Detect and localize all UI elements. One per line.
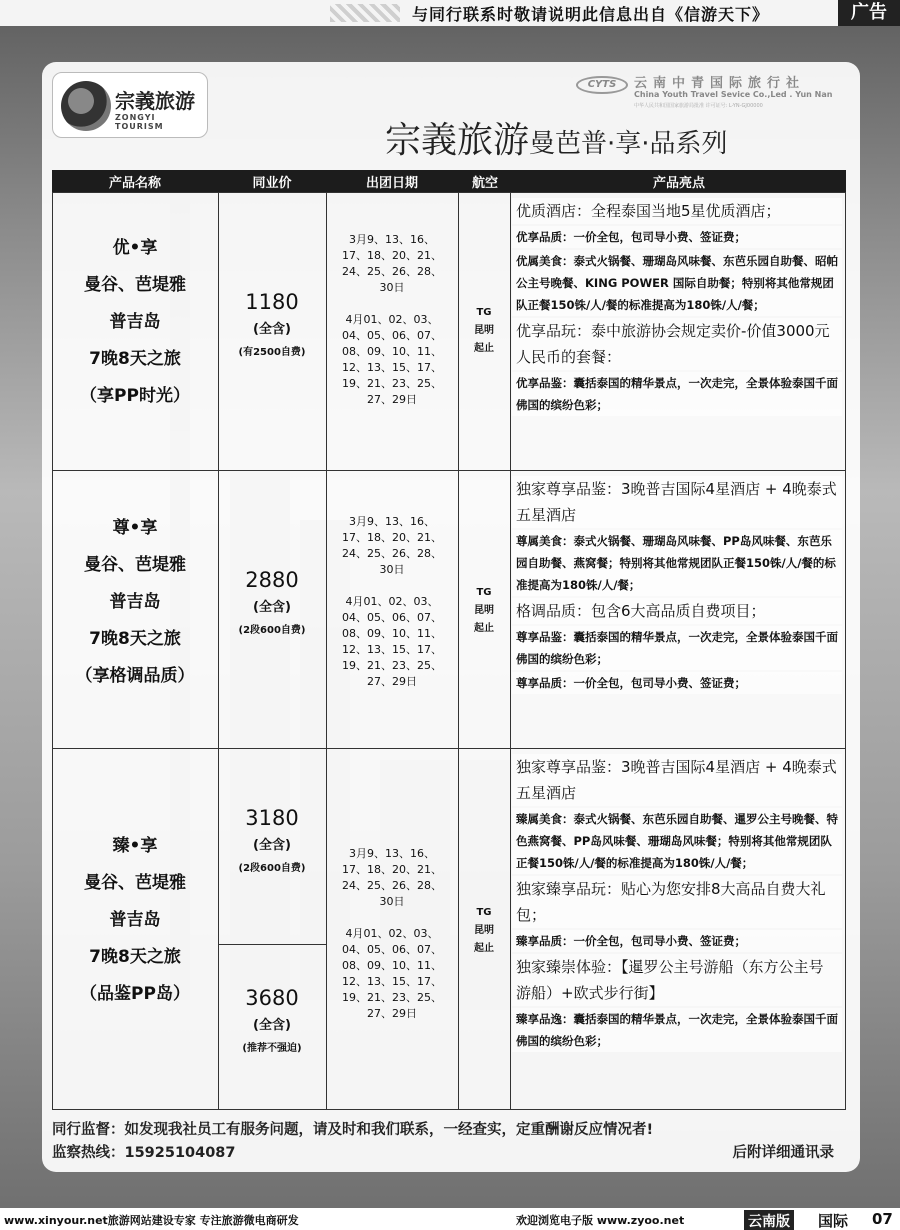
highlight-item: 优享品质：一价全包，包司导小费、签证费； bbox=[512, 226, 842, 248]
air-city: 昆明 bbox=[474, 925, 494, 936]
dates-2 bbox=[326, 514, 458, 690]
product-island: 普吉岛 bbox=[109, 312, 161, 332]
highlights-3 bbox=[512, 754, 842, 1054]
series-sub: 曼芭普·享·品系列 bbox=[529, 129, 728, 159]
product-island: 普吉岛 bbox=[109, 592, 161, 612]
dates-1 bbox=[326, 232, 458, 408]
air-city: 昆明 bbox=[474, 605, 494, 616]
product-island: 普吉岛 bbox=[109, 910, 161, 930]
date-line: 4月01、02、03、 bbox=[345, 927, 439, 940]
date-line: 4月01、02、03、 bbox=[345, 313, 439, 326]
airline-3 bbox=[458, 904, 510, 958]
date-line: 12、13、15、17、 bbox=[342, 643, 442, 656]
highlight-item: 臻享品质：一价全包，包司导小费、签证费； bbox=[512, 930, 842, 952]
highlights-2 bbox=[512, 476, 842, 696]
date-line: 3月9、13、16、 bbox=[349, 847, 435, 860]
highlight-item: 尊享品质：一价全包，包司导小费、签证费； bbox=[512, 672, 842, 694]
bottom-left-text: www.xinyour.net旅游网站建设专家 专注旅游微电商研发 bbox=[4, 1214, 299, 1227]
highlight-item: 优质酒店：全程泰国当地5星优质酒店； bbox=[512, 198, 842, 224]
highlight-item: 优属美食：泰式火锅餐、珊瑚岛风味餐、东芭乐园自助餐、昭帕公主号晚餐、KING POWER 国际自助餐；特别将其他常规团队正餐150铢/人/餐的标准提高为180铢/人/餐； bbox=[512, 250, 842, 316]
price-note: (全含) bbox=[253, 600, 291, 615]
dates-3 bbox=[326, 846, 458, 1022]
col-divider bbox=[510, 192, 511, 1110]
price-extra: (2段600自费) bbox=[238, 863, 306, 874]
edition-tag: 云南版 bbox=[744, 1210, 794, 1230]
highlight-item: 独家尊享品鉴：3晚普吉国际4星酒店 + 4晚泰式五星酒店 bbox=[512, 754, 842, 806]
price-note: (全含) bbox=[253, 322, 291, 337]
logo-globe-icon bbox=[61, 81, 111, 131]
header-air: 航空 bbox=[471, 176, 498, 191]
logo-name: 宗義旅游 bbox=[115, 89, 195, 113]
product-theme: （享格调品质） bbox=[75, 666, 195, 686]
price-note: (全含) bbox=[253, 1018, 291, 1033]
bottom-right-text: 欢迎浏览电子版 www.zyoo.net bbox=[516, 1214, 685, 1227]
bottom-bar bbox=[0, 1208, 900, 1230]
highlight-item: 独家尊享品鉴：3晚普吉国际4星酒店 + 4晚泰式五星酒店 bbox=[512, 476, 842, 528]
product-route: 曼谷、芭堤雅 bbox=[84, 873, 186, 893]
air-code: TG bbox=[476, 307, 492, 318]
highlight-item: 臻属美食：泰式火锅餐、东芭乐园自助餐、暹罗公主号晚餐、特色燕窝餐、PP岛风味餐、珊瑚岛风味餐；特别将其他常规团队正餐150铢/人/餐的标准提高为180铢/人/餐； bbox=[512, 808, 842, 874]
date-line: 08、09、10、11、 bbox=[342, 627, 442, 640]
product-duration: 7晚8天之旅 bbox=[89, 629, 181, 649]
air-note: 起止 bbox=[474, 943, 494, 954]
company-logo bbox=[52, 72, 208, 138]
product-price-2 bbox=[218, 568, 326, 636]
date-line: 19、21、23、25、 bbox=[342, 991, 442, 1004]
air-city: 昆明 bbox=[474, 325, 494, 336]
date-line: 04、05、06、07、 bbox=[342, 943, 442, 956]
product-price-3b bbox=[218, 986, 326, 1054]
date-line: 08、09、10、11、 bbox=[342, 959, 442, 972]
product-theme: （享PP时光） bbox=[80, 386, 190, 406]
product-tier: 优•享 bbox=[112, 238, 158, 258]
price-value: 2880 bbox=[245, 568, 299, 592]
header-highlights: 产品亮点 bbox=[652, 176, 705, 191]
header-dates: 出团日期 bbox=[365, 176, 418, 191]
agency-emblem: CYTS bbox=[576, 76, 628, 94]
price-extra: (2段600自费) bbox=[238, 625, 306, 636]
product-route: 曼谷、芭堤雅 bbox=[84, 555, 186, 575]
date-line: 19、21、23、25、 bbox=[342, 377, 442, 390]
price-value: 3680 bbox=[245, 986, 299, 1010]
row-divider bbox=[52, 470, 846, 471]
highlight-item: 臻享品逸：囊括泰国的精华景点，一次走完，全景体验泰国千面佛国的缤纷色彩； bbox=[512, 1008, 842, 1052]
product-duration: 7晚8天之旅 bbox=[89, 349, 181, 369]
product-price-1 bbox=[218, 290, 326, 358]
air-note: 起止 bbox=[474, 343, 494, 354]
agency-license: 中华人民共和国国家旅游局批准 许可证号: L-YN-GJ00000 bbox=[634, 103, 763, 109]
supervision-notice: 同行监督：如发现我社员工有服务问题，请及时和我们联系，一经查实，定重酬谢反应情况者! bbox=[52, 1122, 654, 1138]
section-tag: 国际 bbox=[818, 1212, 849, 1230]
date-line: 27、29日 bbox=[367, 675, 417, 688]
header-name: 产品名称 bbox=[108, 176, 161, 191]
date-line: 12、13、15、17、 bbox=[342, 361, 442, 374]
date-line: 17、18、20、21、 bbox=[342, 531, 442, 544]
highlight-item: 优享品玩：泰中旅游协会规定卖价-价值3000元人民币的套餐： bbox=[512, 318, 842, 370]
price-value: 1180 bbox=[245, 290, 299, 314]
ad-label: 广告 bbox=[838, 0, 900, 26]
airline-1 bbox=[458, 304, 510, 358]
agency-name-en: China Youth Travel Sevice Co.,Led . Yun Nan bbox=[634, 90, 833, 99]
air-code: TG bbox=[476, 907, 492, 918]
air-code: TG bbox=[476, 587, 492, 598]
product-price-3a bbox=[218, 806, 326, 874]
product-duration: 7晚8天之旅 bbox=[89, 947, 181, 967]
date-line: 3月9、13、16、 bbox=[349, 515, 435, 528]
highlight-item: 尊属美食：泰式火锅餐、珊瑚岛风味餐、PP岛风味餐、东芭乐园自助餐、燕窝餐；特别将其他常规团队正餐150铢/人/餐的标准提高为180铢/人/餐； bbox=[512, 530, 842, 596]
logo-en: ZONGYI TOURISM bbox=[115, 113, 164, 131]
highlight-item: 格调品质：包含6大高品质自费项目； bbox=[512, 598, 842, 624]
date-line: 04、05、06、07、 bbox=[342, 329, 442, 342]
date-line: 24、25、26、28、 bbox=[342, 879, 442, 892]
table-header bbox=[52, 170, 846, 192]
header-price: 同业价 bbox=[252, 176, 292, 191]
date-line: 30日 bbox=[379, 281, 405, 294]
date-line: 19、21、23、25、 bbox=[342, 659, 442, 672]
price-value: 3180 bbox=[245, 806, 299, 830]
date-line: 30日 bbox=[379, 895, 405, 908]
date-line: 04、05、06、07、 bbox=[342, 611, 442, 624]
price-extra: (有2500自费) bbox=[238, 347, 306, 358]
date-line: 12、13、15、17、 bbox=[342, 975, 442, 988]
product-name-3 bbox=[52, 828, 218, 1013]
price-divider bbox=[218, 944, 326, 945]
date-line: 17、18、20、21、 bbox=[342, 249, 442, 262]
product-theme: （品鉴PP岛） bbox=[80, 984, 190, 1004]
highlight-item: 独家臻享品玩：贴心为您安排8大高品自费大礼包； bbox=[512, 876, 842, 928]
series-title bbox=[385, 112, 728, 163]
page-number: 07 bbox=[872, 1210, 893, 1228]
top-notice-bar bbox=[0, 0, 900, 26]
date-line: 27、29日 bbox=[367, 393, 417, 406]
date-line: 27、29日 bbox=[367, 1007, 417, 1020]
air-note: 起止 bbox=[474, 623, 494, 634]
price-note: (全含) bbox=[253, 838, 291, 853]
product-name-1 bbox=[52, 230, 218, 415]
date-line: 4月01、02、03、 bbox=[345, 595, 439, 608]
date-line: 24、25、26、28、 bbox=[342, 265, 442, 278]
product-tier: 尊•享 bbox=[112, 518, 158, 538]
price-extra: (推荐不强迫) bbox=[242, 1043, 302, 1054]
airline-2 bbox=[458, 584, 510, 638]
agency-name-cn: 云南中青国际旅行社 bbox=[634, 76, 806, 91]
date-line: 24、25、26、28、 bbox=[342, 547, 442, 560]
row-divider bbox=[52, 748, 846, 749]
highlight-item: 优享品鉴：囊括泰国的精华景点，一次走完，全景体验泰国千面佛国的缤纷色彩； bbox=[512, 372, 842, 416]
highlight-item: 独家臻崇体验：【暹罗公主号游船（东方公主号游船）+欧式步行街】 bbox=[512, 954, 842, 1006]
date-line: 30日 bbox=[379, 563, 405, 576]
date-line: 3月9、13、16、 bbox=[349, 233, 435, 246]
series-brand: 宗義旅游 bbox=[385, 120, 530, 161]
product-name-2 bbox=[52, 510, 218, 695]
directory-note: 后附详细通讯录 bbox=[732, 1145, 834, 1161]
product-route: 曼谷、芭堤雅 bbox=[84, 275, 186, 295]
date-line: 08、09、10、11、 bbox=[342, 345, 442, 358]
supervision-hotline: 监察热线：15925104087 bbox=[52, 1145, 236, 1161]
highlights-1 bbox=[512, 198, 842, 418]
top-notice: 与同行联系时敬请说明此信息出自《信游天下》 bbox=[412, 5, 770, 24]
date-line: 17、18、20、21、 bbox=[342, 863, 442, 876]
checker-decoration bbox=[330, 4, 400, 22]
product-tier: 臻•享 bbox=[112, 836, 158, 856]
highlight-item: 尊享品鉴：囊括泰国的精华景点，一次走完，全景体验泰国千面佛国的缤纷色彩； bbox=[512, 626, 842, 670]
